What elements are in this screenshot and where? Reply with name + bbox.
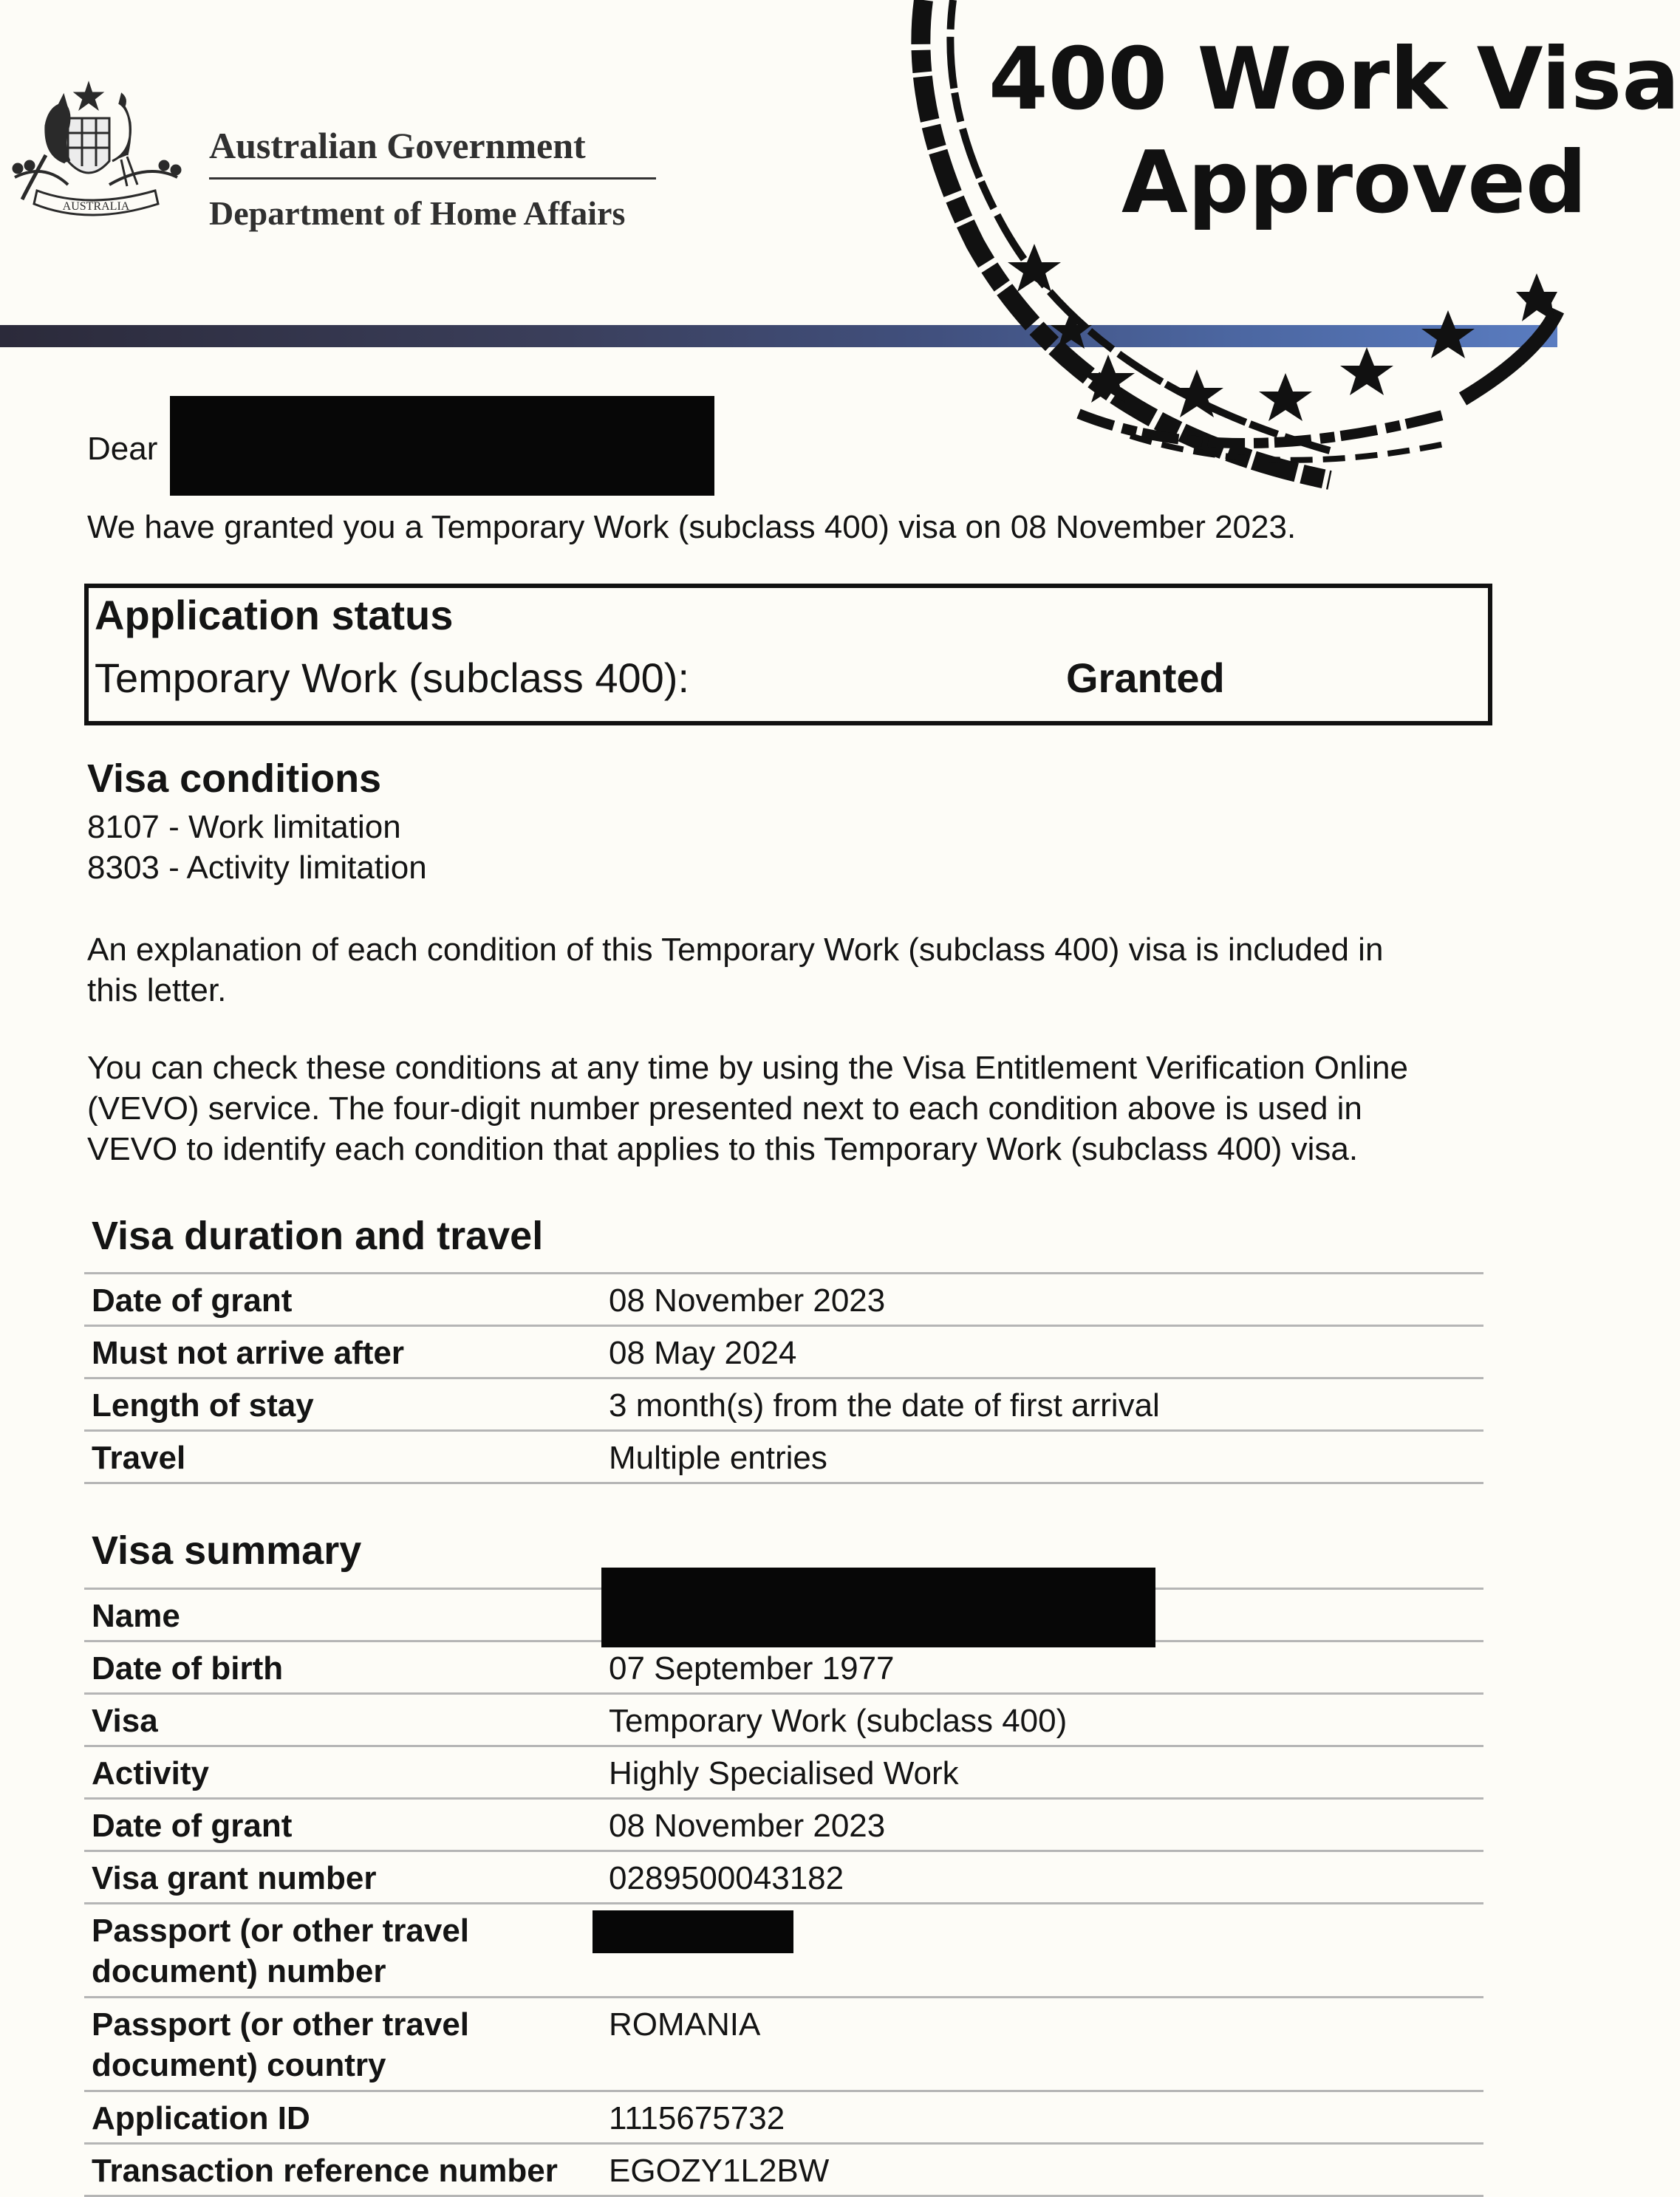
redacted-recipient-name (170, 396, 714, 496)
conditions-explanation-line: An explanation of each condition of this Temporary Work (subclass 400) visa is included in (87, 932, 1384, 968)
stamp-title: 400 Work Visa (988, 30, 1680, 129)
table-row (84, 1378, 1483, 1431)
table-row (84, 1326, 1483, 1378)
table-row (84, 1851, 1483, 1904)
table-row (84, 1746, 1483, 1799)
row-label: Date of grant (92, 1282, 293, 1319)
header-divider (209, 177, 656, 180)
row-label: Passport (or other travel (92, 1913, 470, 1949)
row-label: Visa (92, 1703, 158, 1739)
table-row (84, 1799, 1483, 1851)
visa-duration-heading: Visa duration and travel (92, 1214, 544, 1258)
conditions-explanation-line: this letter. (87, 972, 227, 1008)
row-value: 1115675732 (609, 2100, 785, 2136)
row-value: 07 September 1977 (609, 1650, 895, 1687)
table-row (84, 1998, 1483, 2091)
australian-coat-of-arms-icon (0, 74, 192, 244)
row-value: Temporary Work (subclass 400) (609, 1703, 1068, 1739)
redacted-name (601, 1568, 1155, 1647)
table-row (84, 1694, 1483, 1746)
visa-summary-table (84, 1588, 1483, 2197)
row-label: document) number (92, 1953, 386, 1989)
row-value: ROMANIA (609, 2006, 761, 2043)
vevo-paragraph-line: VEVO to identify each condition that applies to this Temporary Work (subclass 400) visa. (87, 1131, 1359, 1167)
application-status-label: Temporary Work (subclass 400): (95, 655, 689, 701)
visa-summary-heading: Visa summary (92, 1528, 362, 1573)
row-label: Travel (92, 1440, 186, 1476)
row-label: Date of birth (92, 1650, 284, 1687)
department-name: Department of Home Affairs (209, 194, 626, 232)
row-label: Transaction reference number (92, 2153, 558, 2189)
condition-item: 8107 - Work limitation (87, 809, 401, 845)
table-row (84, 2144, 1483, 2196)
row-label: Visa grant number (92, 1860, 377, 1896)
row-value: 0289500043182 (609, 1860, 844, 1896)
stamp-status: Approved (1121, 133, 1588, 233)
row-value: EGOZY1L2BW (609, 2153, 830, 2189)
row-value: Multiple entries (609, 1440, 827, 1476)
salutation: Dear (87, 431, 158, 467)
row-label: Length of stay (92, 1387, 314, 1424)
row-label: Application ID (92, 2100, 310, 2136)
table-row (84, 1589, 1483, 1641)
row-value: 08 November 2023 (609, 1808, 886, 1844)
grant-sentence: We have granted you a Temporary Work (subclass 400) visa on 08 November 2023. (87, 509, 1297, 545)
row-value: 3 month(s) from the date of first arrival (609, 1387, 1160, 1424)
row-value: 08 November 2023 (609, 1282, 886, 1319)
table-row (84, 1641, 1483, 1694)
table-row (84, 1274, 1483, 1326)
government-name: Australian Government (209, 125, 586, 166)
row-value: Highly Specialised Work (609, 1755, 959, 1791)
redacted-passport-number (593, 1910, 793, 1953)
row-label: Must not arrive after (92, 1335, 404, 1371)
application-status-heading: Application status (95, 592, 454, 638)
visa-duration-table (84, 1272, 1483, 1484)
row-label: Activity (92, 1755, 209, 1791)
condition-item: 8303 - Activity limitation (87, 850, 427, 886)
visa-conditions-heading: Visa conditions (87, 756, 382, 801)
row-label: Name (92, 1598, 180, 1634)
vevo-paragraph-line: (VEVO) service. The four-digit number presented next to each condition above is used in (87, 1090, 1362, 1127)
row-label: Passport (or other travel (92, 2006, 470, 2043)
table-row (84, 1904, 1483, 1998)
table-row (84, 1431, 1483, 1483)
row-value: 08 May 2024 (609, 1335, 797, 1371)
vevo-paragraph-line: You can check these conditions at any time by using the Visa Entitlement Verification Online (87, 1050, 1408, 1086)
table-row (84, 2091, 1483, 2144)
row-label: document) country (92, 2047, 386, 2083)
application-status-value: Granted (1066, 655, 1225, 701)
row-label: Date of grant (92, 1808, 293, 1844)
crest-ribbon-text: AUSTRALIA (62, 200, 130, 213)
